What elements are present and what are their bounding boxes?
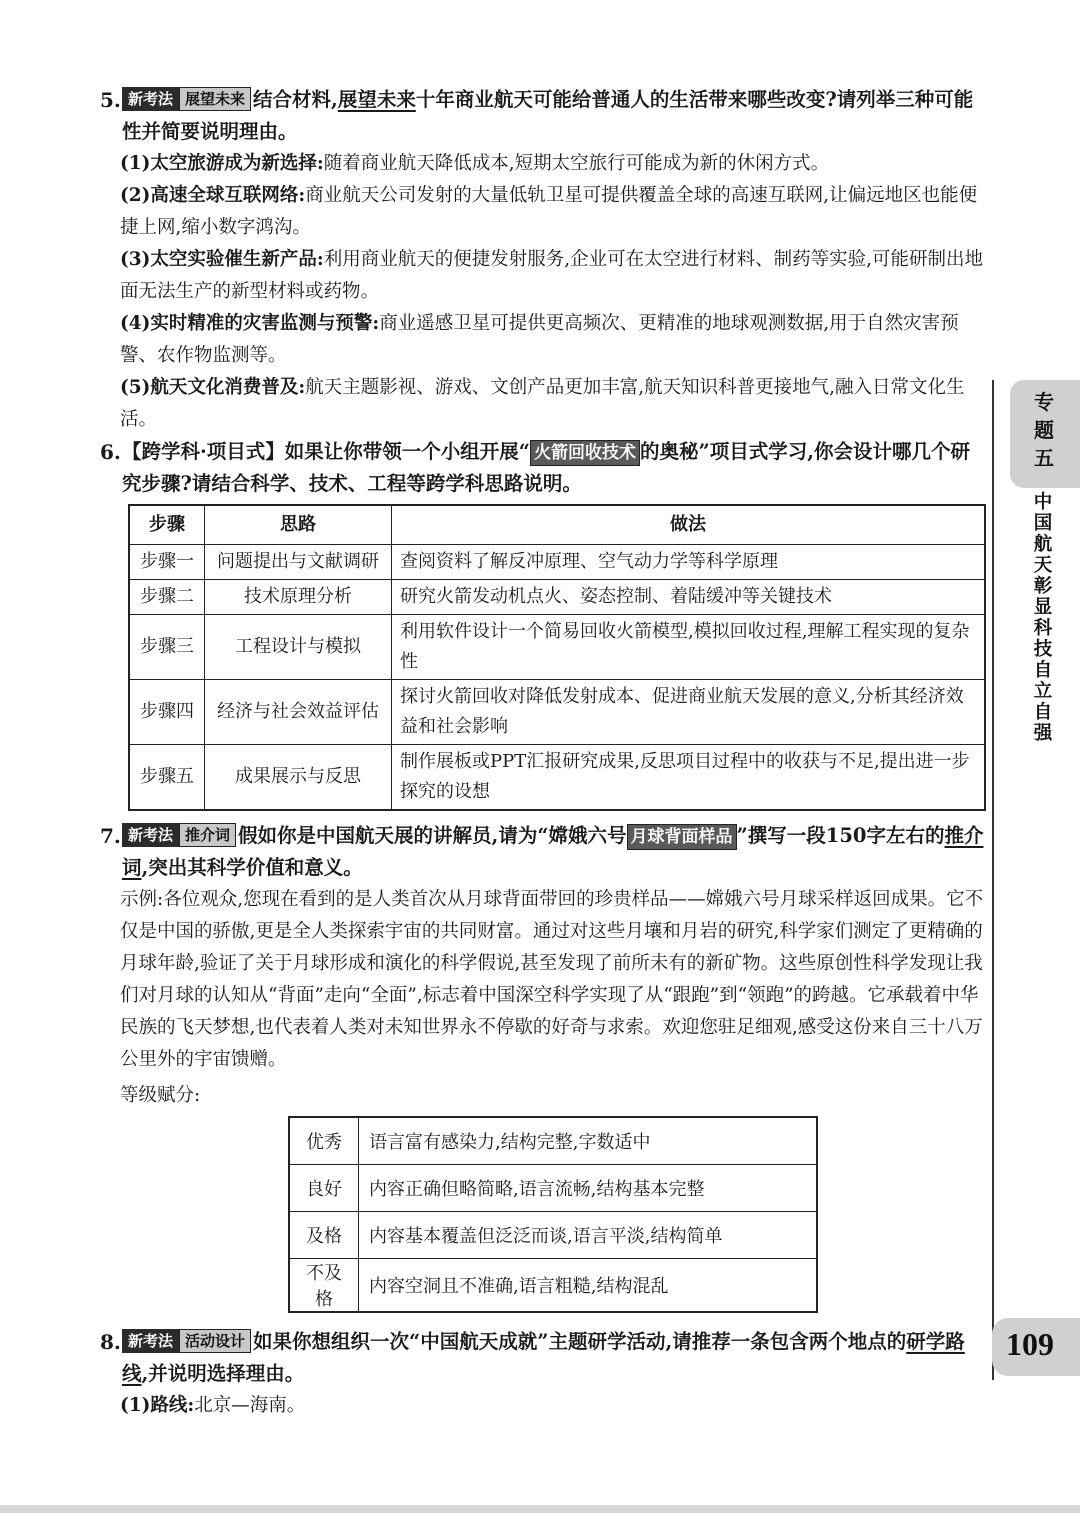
answer-text: 航天主题影视、游戏、文创产品更加丰富,航天知识科普更接地气,融入日常文化生活。	[120, 377, 965, 430]
step-cell: 步骤二	[129, 580, 205, 615]
table-row	[129, 745, 985, 811]
stem-text: ”撰写一段150字左右的	[736, 824, 945, 847]
example-text: 示例:各位观众,您现在看到的是人类首次从月球背面带回的珍贵样品——嫦娥六号月球采样返回成果。它不仅是中国的骄傲,更是全人类探索宇宙的共同财富。通过对这些月壤和月岩的研究,科学家们测定了更精确的月球年龄,验证了关于月球形成和演化的科学假说,甚至发现了前所未有的新矿物。这些原创性科学发现让我们对月球的认知从“背面”走向“全面”,标志着中国深空科学实现了从“跟跑”到“领跑”的跨越。它承载着中华民族的飞天梦想,也代表着人类对未知世界永不停歇的好奇与求索。欢迎您驻足细观,感受这份来自三十八万公里外的宇宙馈赠。	[120, 889, 984, 1070]
idea-cell: 问题提出与文献调研	[205, 545, 392, 580]
answer-text: 商业航天公司发射的大量低轨卫星可提供覆盖全球的高速互联网,让偏远地区也能便捷上网,缩小数字鸿沟。	[120, 185, 978, 238]
question-8-stem	[100, 1326, 988, 1390]
new-exam-tag: 新考法	[122, 87, 179, 111]
question-6-stem	[100, 436, 988, 500]
stem-text: 结合材料,	[253, 88, 338, 111]
method-cell: 制作展板或PPT汇报研究成果,反思项目过程中的收获与不足,提出进一步探究的设想	[392, 745, 986, 811]
question-5-answers	[120, 148, 986, 436]
route-text: 北京—海南。	[194, 1395, 306, 1416]
question-number: 6.	[100, 440, 121, 464]
step-cell: 步骤三	[129, 615, 205, 680]
method-cell: 查阅资料了解反冲原理、空气动力学等科学原理	[392, 545, 986, 580]
grading-table	[288, 1116, 818, 1313]
topic-tag: 活动设计	[179, 1329, 251, 1353]
stem-text: 十年商业航天可能给普通人的生活带来哪些改变?请列举三种可能性并简要说明理由。	[122, 88, 974, 143]
topic-tag: 推介词	[179, 823, 236, 847]
answer-item	[120, 148, 986, 180]
topic-tab	[1010, 380, 1080, 488]
grade-criteria: 语言富有感染力,结构完整,字数适中	[359, 1117, 818, 1165]
idea-cell: 成果展示与反思	[205, 745, 392, 811]
new-exam-tag: 新考法	[122, 1329, 179, 1353]
question-5-stem	[100, 84, 988, 148]
step-cell: 步骤一	[129, 545, 205, 580]
grade-level: 优秀	[289, 1117, 359, 1165]
stem-text: 的奥秘”项目式学习,你会设计哪几个研究步骤?请结合科学、技术、工程等跨学科思路说明。	[122, 440, 971, 495]
grade-level: 良好	[289, 1165, 359, 1212]
side-divider	[992, 380, 994, 1380]
stem-underlined: 研学路线	[122, 1330, 965, 1385]
answer-label: (3)太空实验催生新产品:	[120, 249, 324, 270]
answer-label: (5)航天文化消费普及:	[120, 377, 306, 398]
grade-criteria: 内容空洞且不准确,语言粗糙,结构混乱	[359, 1259, 818, 1313]
stem-text: ,并说明选择理由。	[141, 1362, 305, 1385]
highlight-term: 月球背面样品	[627, 824, 737, 850]
question-number: 7.	[100, 824, 121, 848]
answer-item	[120, 244, 986, 308]
stem-text: 如果你想组织一次“中国航天成就”主题研学活动,请推荐一条包含两个地点的	[253, 1330, 907, 1353]
idea-cell: 经济与社会效益评估	[205, 680, 392, 745]
method-cell: 利用软件设计一个简易回收火箭模型,模拟回收过程,理解工程实现的复杂性	[392, 615, 986, 680]
table-row	[129, 580, 985, 615]
table-row	[129, 545, 985, 580]
question-number: 8.	[100, 1330, 121, 1354]
topic-tab-label: 专题五	[1034, 390, 1054, 470]
answer-item	[120, 308, 986, 372]
question-8-answer	[120, 1390, 986, 1422]
stem-text: ,突出其科学价值和意义。	[141, 856, 363, 879]
answer-text: 商业遥感卫星可提供更高频次、更精准的地球观测数据,用于自然灾害预警、农作物监测等。	[120, 313, 959, 366]
answer-text: 随着商业航天降低成本,短期太空旅行可能成为新的休闲方式。	[323, 153, 830, 174]
answer-item	[120, 180, 986, 244]
page-number-tab	[992, 1318, 1080, 1376]
column-header: 步骤	[129, 505, 205, 545]
page-number: 109	[1006, 1326, 1054, 1362]
question-number: 5.	[100, 88, 121, 112]
method-cell: 研究火箭发动机点火、姿态控制、着陆缓冲等关键技术	[392, 580, 986, 615]
route-label: (1)路线:	[120, 1395, 195, 1416]
idea-cell: 技术原理分析	[205, 580, 392, 615]
answer-label: (1)太空旅游成为新选择:	[120, 153, 324, 174]
table-row	[289, 1165, 817, 1212]
question-7-stem	[100, 820, 988, 884]
answer-label: (4)实时精准的灾害监测与预警:	[120, 313, 380, 334]
table-row	[289, 1212, 817, 1259]
table-header-row	[129, 505, 985, 545]
stem-text: 假如你是中国航天展的讲解员,请为“嫦娥六号	[238, 824, 627, 847]
grade-level: 不及格	[289, 1259, 359, 1313]
step-cell: 步骤四	[129, 680, 205, 745]
table-row	[129, 615, 985, 680]
research-steps-table	[128, 504, 986, 811]
stem-underlined: 推介词	[122, 824, 984, 879]
topic-title-vertical: 中国航天彰显科技自立自强	[1033, 492, 1053, 744]
column-header: 思路	[205, 505, 392, 545]
answer-label: (2)高速全球互联网络:	[120, 185, 306, 206]
grade-criteria: 内容基本覆盖但泛泛而谈,语言平淡,结构简单	[359, 1212, 818, 1259]
table-row	[129, 680, 985, 745]
grade-label: 等级赋分:	[120, 1085, 201, 1106]
stem-underlined: 展望未来	[337, 88, 416, 111]
step-cell: 步骤五	[129, 745, 205, 811]
question-7-example	[120, 884, 986, 1112]
grade-level: 及格	[289, 1212, 359, 1259]
idea-cell: 工程设计与模拟	[205, 615, 392, 680]
bottom-edge	[0, 1505, 1080, 1513]
highlight-term: 火箭回收技术	[530, 440, 640, 466]
table-row	[289, 1259, 817, 1313]
column-header: 做法	[392, 505, 986, 545]
table-row	[289, 1117, 817, 1165]
answer-text: 利用商业航天的便捷发射服务,企业可在太空进行材料、制药等实验,可能研制出地面无法生产的新型材料或药物。	[120, 249, 983, 302]
method-cell: 探讨火箭回收对降低发射成本、促进商业航天发展的意义,分析其经济效益和社会影响	[392, 680, 986, 745]
answer-item	[120, 372, 986, 436]
stem-text: 【跨学科·项目式】如果让你带领一个小组开展“	[122, 440, 531, 463]
new-exam-tag: 新考法	[122, 823, 179, 847]
topic-tag: 展望未来	[179, 87, 251, 111]
grade-criteria: 内容正确但略简略,语言流畅,结构基本完整	[359, 1165, 818, 1212]
